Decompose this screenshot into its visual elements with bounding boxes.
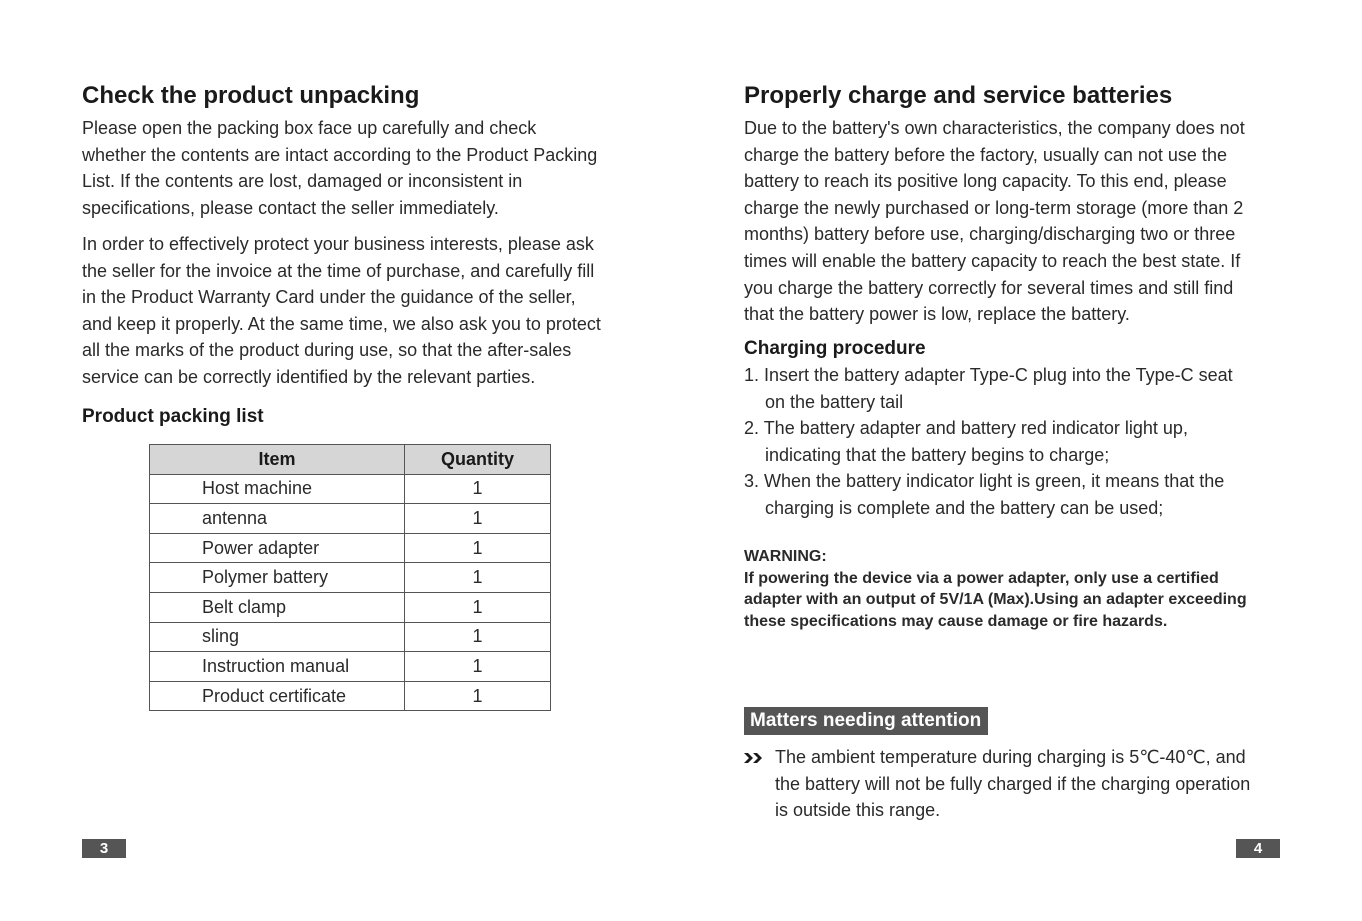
table-row: [150, 592, 551, 622]
item-cell: antenna: [150, 504, 405, 534]
text-line: in the Product Warranty Card under the guidance of the seller,: [82, 287, 576, 308]
step-continuation: indicating that the battery begins to charge;: [765, 444, 1110, 465]
packing-list-heading: Product packing list: [82, 406, 264, 427]
text-line: specifications, please contact the seller immediately.: [82, 197, 499, 218]
step-line: 2. The battery adapter and battery red indicator light up,: [744, 418, 1188, 439]
quantity-cell: 1: [405, 504, 551, 534]
page-number-left: 3: [82, 839, 126, 858]
text-line: the seller for the invoice at the time of purchase, and carefully fill: [82, 260, 595, 281]
packing-list-table: [149, 444, 551, 711]
column-header-quantity: Quantity: [405, 445, 551, 475]
page-number-right: 4: [1236, 839, 1280, 858]
quantity-cell: 1: [405, 652, 551, 682]
warning-line: If powering the device via a power adapter, only use a certified: [744, 569, 1219, 587]
text-line: and keep it properly. At the same time, we also ask you to protect: [82, 313, 601, 334]
warning-label: WARNING:: [744, 548, 827, 565]
text-line: Due to the battery's own characteristics, the company does not: [744, 118, 1245, 138]
item-cell: Product certificate: [150, 681, 405, 711]
table-row: [150, 533, 551, 563]
warning-line: these specifications may cause damage or fire hazards.: [744, 612, 1168, 630]
table-row: [150, 622, 551, 652]
quantity-cell: 1: [405, 474, 551, 504]
double-chevron-right-icon: [744, 753, 764, 763]
charging-steps-list: [744, 362, 1233, 522]
table-row: [150, 474, 551, 504]
text-line: Please open the packing box face up carefully and check: [82, 118, 537, 138]
quantity-cell: 1: [405, 622, 551, 652]
quantity-cell: 1: [405, 681, 551, 711]
item-cell: Polymer battery: [150, 563, 405, 593]
item-cell: Power adapter: [150, 533, 405, 563]
text-line: is outside this range.: [775, 800, 941, 821]
table-row: [150, 652, 551, 682]
text-line: battery to reach its positive long capacity. To this end, please: [744, 171, 1227, 192]
quantity-cell: 1: [405, 563, 551, 593]
battery-paragraph: [744, 115, 1245, 328]
right-page-title: Properly charge and service batteries: [744, 82, 1173, 109]
quantity-cell: 1: [405, 592, 551, 622]
text-line: charge the battery before the factory, usually can not use the: [744, 144, 1227, 165]
table-row: [150, 681, 551, 711]
item-cell: Belt clamp: [150, 592, 405, 622]
item-cell: Instruction manual: [150, 652, 405, 682]
warning-line: adapter with an output of 5V/1A (Max).Using an adapter exceeding: [744, 591, 1247, 608]
warning-block: [744, 546, 1247, 632]
text-line: that the battery power is low, replace the battery.: [744, 304, 1130, 325]
warranty-paragraph: [82, 231, 601, 391]
attention-heading: Matters needing attention: [744, 707, 988, 735]
table-row: [150, 504, 551, 534]
text-line: you charge the battery correctly for several times and still find: [744, 277, 1234, 298]
list-item: [744, 468, 1233, 521]
text-line: the battery will not be fully charged if the charging operation: [775, 773, 1251, 794]
table-row: [150, 563, 551, 593]
text-line: charge the newly purchased or long-term storage (more than 2: [744, 197, 1244, 218]
text-line: The ambient temperature during charging is 5℃-40℃, and: [775, 747, 1246, 767]
step-continuation: charging is complete and the battery can be used;: [765, 497, 1164, 518]
text-line: service can be correctly identified by the relevant parties.: [82, 366, 536, 387]
left-page-title: Check the product unpacking: [82, 82, 420, 109]
text-line: whether the contents are intact according to the Product Packing: [82, 144, 598, 165]
text-line: times will enable the battery capacity to reach the best state. If: [744, 250, 1241, 271]
unpacking-paragraph: [82, 115, 597, 221]
attention-bullet: [744, 744, 1314, 826]
text-line: all the marks of the product during use, so that the after-sales: [82, 340, 572, 361]
text-line: months) battery before use, charging/discharging two or three: [744, 224, 1236, 245]
attention-text: [775, 744, 1250, 824]
charging-procedure-heading: Charging procedure: [744, 338, 926, 359]
text-line: List. If the contents are lost, damaged or inconsistent in: [82, 171, 523, 192]
list-item: [744, 362, 1233, 415]
item-cell: Host machine: [150, 474, 405, 504]
list-item: [744, 415, 1233, 468]
column-header-item: Item: [150, 445, 405, 475]
step-line: 3. When the battery indicator light is green, it means that the: [744, 471, 1225, 492]
text-line: In order to effectively protect your business interests, please ask: [82, 234, 594, 254]
step-continuation: on the battery tail: [765, 391, 904, 412]
step-line: 1. Insert the battery adapter Type-C plug into the Type-C seat: [744, 365, 1233, 385]
quantity-cell: 1: [405, 533, 551, 563]
table-header-row: [150, 445, 551, 475]
item-cell: sling: [150, 622, 405, 652]
